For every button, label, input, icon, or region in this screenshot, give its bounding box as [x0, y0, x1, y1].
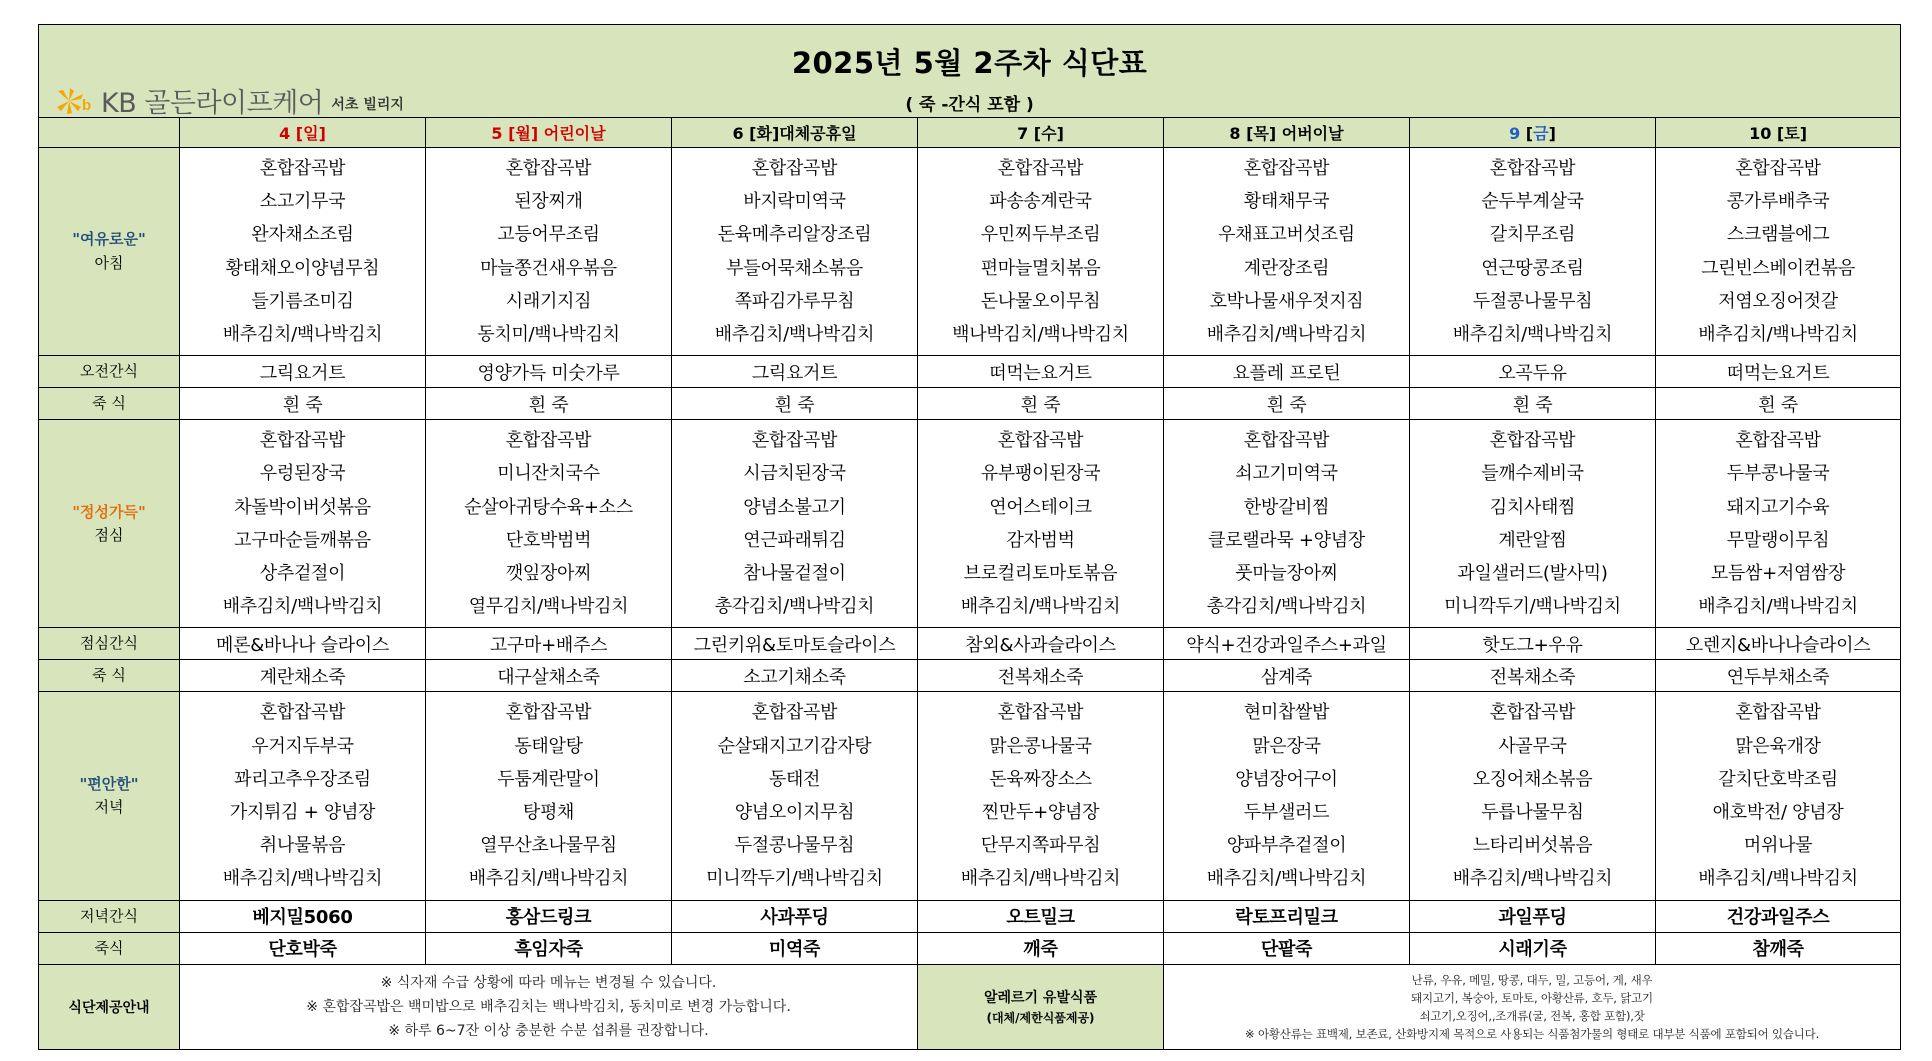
page-title: 2025년 5월 2주차 식단표	[791, 46, 1148, 80]
menu-item: 배추김치/백나박김치	[1206, 324, 1367, 346]
am-snack-cell: 떠먹는요거트	[918, 356, 1164, 388]
dinner-cell	[672, 692, 918, 900]
porridge-pm-row	[39, 660, 1901, 692]
menu-item: 두릅나물무침	[1481, 802, 1584, 824]
day-number: 7	[1017, 124, 1029, 143]
dinner-cell	[1164, 692, 1410, 900]
dinner-cell	[426, 692, 672, 900]
menu-item: 편마늘멸치볶음	[980, 257, 1101, 279]
lunch-snack-cell: 핫도그+우유	[1410, 628, 1656, 660]
day-extra: 어버이날	[1276, 124, 1344, 143]
lunch-label-quote: "정성가득"	[72, 502, 146, 521]
dinner-cell	[1656, 692, 1901, 900]
menu-item: 두절콩나물무침	[1472, 290, 1593, 312]
porridge-pm-cell: 전복채소죽	[1410, 660, 1656, 692]
allergy-subtitle: (대체/제한식품제공)	[986, 1011, 1095, 1026]
day-number: 8	[1229, 124, 1241, 143]
am-snack-cell: 떠먹는요거트	[1656, 356, 1901, 388]
menu-item: 들깨수제비국	[1481, 463, 1584, 485]
allergy-line: 돼지고기, 복숭아, 토마토, 아황산류, 호두, 닭고기	[1411, 990, 1653, 1005]
menu-item: 백나박김치/백나박김치	[952, 324, 1129, 346]
menu-item: 연근파래튀김	[743, 529, 846, 551]
porridge-pm-cell: 삼계죽	[1164, 660, 1410, 692]
menu-item: 순두부계살국	[1481, 191, 1584, 213]
porridge-am-label-text: 죽 식	[92, 394, 126, 413]
am-snack-cell: 영양가득 미숫가루	[426, 356, 672, 388]
menu-item: 혼합잡곡밥	[1735, 702, 1821, 724]
breakfast-label-quote: "여유로운"	[72, 230, 146, 249]
lunch-snack-cell: 오렌지&바나나슬라이스	[1656, 628, 1901, 660]
menu-item: 양파부추겉절이	[1226, 835, 1347, 857]
porridge-night-label-text: 죽식	[94, 938, 124, 957]
lunch-snack-cell: 그린키위&토마토슬라이스	[672, 628, 918, 660]
menu-item: 갈치무조림	[1489, 224, 1576, 246]
porridge-pm-cell: 연두부채소죽	[1656, 660, 1901, 692]
menu-item: 고등어무조림	[497, 224, 600, 246]
menu-item: 들기름조미김	[251, 290, 354, 312]
menu-item: 두절콩나물무침	[734, 835, 855, 857]
breakfast-cell	[918, 148, 1164, 356]
day-number: 10	[1749, 124, 1772, 143]
dinner-snack-cell: 사과푸딩	[672, 900, 918, 932]
am-snack-label-text: 오전간식	[80, 362, 138, 381]
menu-item: 가지튀김 + 양념장	[229, 802, 376, 824]
menu-item: 상추겉절이	[259, 563, 346, 585]
allergy-list	[1164, 964, 1901, 1049]
day-number: 6	[732, 124, 744, 143]
meal-plan-sheet	[38, 24, 1900, 1050]
meal-plan-table	[38, 24, 1901, 1050]
day-name: 목	[1253, 124, 1269, 143]
dinner-snack-label	[39, 900, 180, 932]
menu-item: 맑은콩나물국	[989, 735, 1092, 757]
menu-item: 혼합잡곡밥	[1489, 430, 1576, 452]
menu-item: 애호박전/ 양념장	[1712, 802, 1844, 824]
lunch-label	[39, 420, 180, 628]
lunch-cell	[180, 420, 426, 628]
notice-row	[39, 964, 1901, 1049]
kb-star-logo-icon	[55, 86, 99, 116]
porridge-night-cell: 참깨죽	[1656, 932, 1901, 964]
menu-item: 혼합잡곡밥	[505, 702, 592, 724]
day-bracket-close: ]	[530, 124, 539, 143]
menu-item: 소고기무국	[259, 191, 346, 213]
day-bracket-open: [	[1771, 124, 1785, 143]
day-number: 9	[1509, 124, 1521, 143]
menu-item: 혼합잡곡밥	[1735, 158, 1821, 179]
lunch-cell	[918, 420, 1164, 628]
lunch-snack-cell: 약식+건강과일주스+과일	[1164, 628, 1410, 660]
porridge-pm-label	[39, 660, 180, 692]
menu-item: 한방갈비찜	[1243, 496, 1330, 518]
menu-item: 열무김치/백나박김치	[468, 596, 629, 618]
day-header-7	[918, 118, 1164, 148]
day-bracket-close: ]	[1268, 124, 1277, 143]
menu-item: 파송송계란국	[989, 191, 1092, 213]
porridge-pm-cell: 대구살채소죽	[426, 660, 672, 692]
menu-item: 연근땅콩조림	[1481, 257, 1584, 279]
menu-item: 혼합잡곡밥	[259, 702, 346, 724]
breakfast-cell	[1164, 148, 1410, 356]
porridge-am-cell: 흰 죽	[1656, 388, 1901, 420]
porridge-night-cell: 미역죽	[672, 932, 918, 964]
menu-item: 혼합잡곡밥	[997, 158, 1084, 179]
menu-item: 혼합잡곡밥	[259, 430, 346, 452]
porridge-am-cell: 흰 죽	[426, 388, 672, 420]
lunch-snack-cell: 메론&바나나 슬라이스	[180, 628, 426, 660]
breakfast-cell	[672, 148, 918, 356]
dinner-snack-cell: 오트밀크	[918, 900, 1164, 932]
porridge-night-cell: 단호박죽	[180, 932, 426, 964]
porridge-pm-cell: 소고기채소죽	[672, 660, 918, 692]
menu-item: 양념오이지무침	[734, 802, 855, 824]
breakfast-label	[39, 148, 180, 356]
menu-item: 배추김치/백나박김치	[1698, 596, 1858, 618]
menu-item: 순살돼지고기감자탕	[717, 735, 872, 757]
menu-item: 그린빈스베이컨볶음	[1701, 257, 1855, 279]
brand-logo	[55, 81, 404, 120]
day-bracket-close: ]	[318, 124, 326, 143]
allergy-title: 알레르기 유발식품	[983, 990, 1098, 1007]
menu-item: 혼합잡곡밥	[1735, 430, 1821, 452]
menu-item: 시래기지짐	[505, 290, 592, 312]
day-bracket-close: ]	[1056, 124, 1064, 143]
breakfast-row	[39, 148, 1901, 356]
menu-item: 배추김치/백나박김치	[222, 868, 383, 890]
porridge-am-cell: 흰 죽	[672, 388, 918, 420]
dinner-snack-label-text: 저녁간식	[80, 906, 138, 925]
day-name: 수	[1041, 124, 1057, 143]
menu-item: 사골무국	[1498, 735, 1567, 757]
allergy-line: 난류, 우유, 메밀, 땅콩, 대두, 밀, 고등어, 게, 새우	[1411, 972, 1653, 987]
menu-item: 우거지두부국	[251, 735, 354, 757]
porridge-am-cell: 흰 죽	[1410, 388, 1656, 420]
menu-item: 배추김치/백나박김치	[1452, 868, 1613, 890]
menu-item: 배추김치/백나박김치	[222, 596, 383, 618]
menu-item: 배추김치/백나박김치	[1698, 868, 1858, 890]
menu-item: 찐만두+양념장	[981, 802, 1100, 824]
day-extra: 어린이날	[538, 124, 606, 143]
breakfast-cell	[180, 148, 426, 356]
menu-item: 머위나물	[1743, 835, 1813, 857]
porridge-am-row	[39, 388, 1901, 420]
dinner-snack-cell: 홍삼드링크	[426, 900, 672, 932]
menu-item: 과일샐러드(발사믹)	[1457, 563, 1608, 585]
menu-item: 열무산초나물무침	[480, 835, 617, 857]
notice-text	[180, 964, 918, 1049]
day-bracket-close: ]	[1799, 124, 1808, 143]
menu-item: 돈나물오이무침	[980, 290, 1101, 312]
menu-item: 오징어채소볶음	[1472, 768, 1593, 790]
menu-item: 혼합잡곡밥	[751, 702, 838, 724]
day-header-9	[1410, 118, 1656, 148]
menu-item: 풋마늘장아찌	[1235, 563, 1338, 585]
menu-item: 배추김치/백나박김치	[960, 596, 1121, 618]
menu-item: 갈치단호박조림	[1718, 768, 1838, 790]
menu-item: 황태채무국	[1243, 191, 1330, 213]
am-snack-cell: 요플레 프로틴	[1164, 356, 1410, 388]
menu-item: 바지락미역국	[743, 191, 846, 213]
porridge-am-cell: 흰 죽	[1164, 388, 1410, 420]
menu-item: 동태전	[768, 768, 821, 790]
menu-item: 깻잎장아찌	[505, 563, 592, 585]
corner-cell	[39, 118, 180, 148]
menu-item: 배추김치/백나박김치	[960, 868, 1121, 890]
lunch-label-text: 점심	[94, 525, 124, 544]
menu-item: 참나물겉절이	[743, 563, 846, 585]
menu-item: 배추김치/백나박김치	[1452, 324, 1613, 346]
menu-item: 맑은육개장	[1735, 735, 1821, 757]
dinner-label	[39, 692, 180, 900]
porridge-am-cell: 흰 죽	[918, 388, 1164, 420]
menu-item: 브로컬리토마토볶음	[963, 563, 1118, 585]
day-header-6	[672, 118, 918, 148]
menu-item: 배추김치/백나박김치	[222, 324, 383, 346]
menu-item: 양념장어구이	[1235, 768, 1338, 790]
dinner-label-quote: "편안한"	[79, 774, 139, 793]
menu-item: 차돌박이버섯볶음	[234, 496, 371, 518]
menu-item: 맑은장국	[1252, 735, 1321, 757]
menu-item: 쪽파김가루무침	[734, 290, 855, 312]
lunch-cell	[672, 420, 918, 628]
menu-item: 혼합잡곡밥	[259, 158, 346, 179]
porridge-pm-cell: 전복채소죽	[918, 660, 1164, 692]
porridge-am-cell: 흰 죽	[180, 388, 426, 420]
day-number: 4	[279, 124, 291, 143]
menu-item: 클로랠라묵 +양념장	[1208, 529, 1365, 551]
day-bracket-close: ]	[771, 124, 780, 143]
menu-item: 혼합잡곡밥	[505, 158, 592, 179]
day-name: 토	[1784, 124, 1800, 143]
menu-item: 느타리버섯볶음	[1472, 835, 1593, 857]
day-bracket-open: [	[502, 124, 516, 143]
am-snack-label	[39, 356, 180, 388]
menu-item: 우민찌두부조림	[980, 224, 1101, 246]
logo-subtext: 서초 빌리지	[331, 96, 404, 113]
menu-item: 꽈리고추우장조림	[234, 768, 371, 790]
day-bracket-open: [	[743, 124, 757, 143]
dinner-snack-cell: 베지밀5060	[180, 900, 426, 932]
menu-item: 감자범벅	[1006, 529, 1075, 551]
day-header-row	[39, 118, 1901, 148]
day-header-10	[1656, 118, 1901, 148]
day-header-5	[426, 118, 672, 148]
menu-item: 황태채오이양념무침	[225, 257, 380, 279]
porridge-night-cell: 깨죽	[918, 932, 1164, 964]
menu-item: 혼합잡곡밥	[1489, 158, 1576, 179]
menu-item: 양념소불고기	[743, 496, 846, 518]
lunch-snack-label	[39, 628, 180, 660]
title-cell	[39, 25, 1901, 118]
menu-item: 미니잔치국수	[497, 463, 600, 485]
menu-item: 혼합잡곡밥	[1489, 702, 1576, 724]
menu-item: 무말랭이무침	[1726, 529, 1830, 551]
dinner-cell	[180, 692, 426, 900]
menu-item: 혼합잡곡밥	[997, 430, 1084, 452]
lunch-snack-label-text: 점심간식	[80, 634, 138, 653]
menu-item: 유부팽이된장국	[980, 463, 1101, 485]
notice-line: ※ 혼합잡곡밥은 백미밥으로 배추김치는 백나박김치, 동치미로 변경 가능합니다.	[306, 998, 791, 1015]
porridge-pm-cell: 계란채소죽	[180, 660, 426, 692]
menu-item: 미니깍두기/백나박김치	[706, 868, 883, 890]
menu-item: 혼합잡곡밥	[751, 158, 838, 179]
menu-item: 시금치된장국	[743, 463, 846, 485]
am-snack-cell: 오곡두유	[1410, 356, 1656, 388]
menu-item: 혼합잡곡밥	[505, 430, 592, 452]
menu-item: 스크램블에그	[1726, 224, 1830, 246]
menu-item: 김치사태찜	[1489, 496, 1576, 518]
menu-item: 배추김치/백나박김치	[1206, 868, 1367, 890]
menu-item: 취나물볶음	[259, 835, 346, 857]
notice-line: ※ 하루 6~7잔 이상 충분한 수분 섭취를 권장합니다.	[388, 1022, 709, 1039]
menu-item: 마늘쫑건새우볶음	[480, 257, 617, 279]
menu-item: 돈육메추리알장조림	[717, 224, 872, 246]
lunch-cell	[1410, 420, 1656, 628]
lunch-snack-row	[39, 628, 1901, 660]
menu-item: 혼합잡곡밥	[751, 430, 838, 452]
menu-item: 미니깍두기/백나박김치	[1444, 596, 1621, 618]
allergy-line: ※ 아황산류는 표백제, 보존료, 산화방지제 목적으로 사용되는 식품첨가물의 형태로 대부분 식품에 포함되어 있습니다.	[1245, 1026, 1820, 1041]
day-name: 일	[303, 124, 319, 143]
am-snack-cell: 그릭요거트	[672, 356, 918, 388]
lunch-cell	[1164, 420, 1410, 628]
menu-item: 배추김치/백나박김치	[714, 324, 875, 346]
breakfast-cell	[426, 148, 672, 356]
menu-item: 된장찌개	[514, 191, 583, 213]
menu-item: 단무지쪽파무침	[980, 835, 1101, 857]
menu-item: 동태알탕	[514, 735, 583, 757]
day-bracket-open: [	[1240, 124, 1254, 143]
day-bracket-open: [	[1520, 124, 1534, 143]
porridge-night-label	[39, 932, 180, 964]
menu-item: 연어스테이크	[989, 496, 1092, 518]
allergy-label-cell	[918, 964, 1164, 1049]
porridge-night-row	[39, 932, 1901, 964]
dinner-snack-cell: 과일푸딩	[1410, 900, 1656, 932]
menu-item: 계란알찜	[1498, 529, 1567, 551]
page-subtitle: ( 죽 -간식 포함 )	[905, 95, 1034, 115]
menu-item: 혼합잡곡밥	[1243, 158, 1330, 179]
porridge-night-cell: 시래기죽	[1410, 932, 1656, 964]
day-name: 금	[1533, 124, 1549, 143]
breakfast-cell	[1656, 148, 1901, 356]
menu-item: 총각김치/백나박김치	[714, 596, 875, 618]
dinner-snack-row	[39, 900, 1901, 932]
day-number: 5	[491, 124, 503, 143]
menu-item: 우렁된장국	[259, 463, 346, 485]
porridge-am-label	[39, 388, 180, 420]
menu-item: 계란장조림	[1243, 257, 1330, 279]
menu-item: 돼지고기수육	[1726, 496, 1830, 518]
dinner-row	[39, 692, 1901, 900]
day-bracket-close: ]	[1548, 124, 1556, 143]
am-snack-row	[39, 356, 1901, 388]
day-bracket-open: [	[290, 124, 304, 143]
am-snack-cell: 그릭요거트	[180, 356, 426, 388]
dinner-snack-cell: 락토프리밀크	[1164, 900, 1410, 932]
day-extra: 대체공휴일	[779, 124, 857, 143]
menu-item: 단호박범벅	[505, 529, 592, 551]
menu-item: 두부샐러드	[1243, 802, 1330, 824]
menu-item: 탕평채	[522, 802, 575, 824]
menu-item: 두부콩나물국	[1726, 463, 1830, 485]
menu-item: 콩가루배추국	[1726, 191, 1830, 213]
menu-item: 순살아귀탕수육+소스	[464, 496, 633, 518]
menu-item: 두툼계란말이	[497, 768, 600, 790]
breakfast-cell	[1410, 148, 1656, 356]
svg-text:b: b	[82, 96, 92, 114]
dinner-cell	[918, 692, 1164, 900]
day-header-4	[180, 118, 426, 148]
menu-item: 혼합잡곡밥	[1243, 430, 1330, 452]
dinner-label-text: 저녁	[94, 798, 124, 817]
menu-item: 돈육짜장소스	[989, 768, 1092, 790]
allergy-line: 쇠고기,오징어,,조개류(굴, 전복, 홍합 포함),잣	[1419, 1008, 1645, 1023]
menu-item: 고구마순들깨볶음	[234, 529, 371, 551]
menu-item: 동치미/백나박김치	[477, 324, 620, 346]
lunch-snack-cell: 고구마+배주스	[426, 628, 672, 660]
menu-item: 저염오징어젓갈	[1718, 290, 1838, 312]
day-name: 화	[756, 124, 772, 143]
dinner-snack-cell: 건강과일주스	[1656, 900, 1901, 932]
lunch-cell	[1656, 420, 1901, 628]
day-bracket-open: [	[1028, 124, 1042, 143]
menu-item: 호박나물새우젓지짐	[1209, 290, 1364, 312]
porridge-night-cell: 단팥죽	[1164, 932, 1410, 964]
menu-item: 배추김치/백나박김치	[1698, 324, 1858, 346]
dinner-cell	[1410, 692, 1656, 900]
menu-item: 현미찹쌀밥	[1243, 702, 1330, 724]
menu-item: 쇠고기미역국	[1235, 463, 1338, 485]
menu-item: 총각김치/백나박김치	[1206, 596, 1367, 618]
breakfast-label-text: 아침	[94, 253, 124, 272]
menu-item: 혼합잡곡밥	[997, 702, 1084, 724]
notice-label: 식단제공안내	[39, 964, 180, 1049]
menu-item: 모듬쌈+저염쌈장	[1710, 563, 1846, 585]
menu-item: 배추김치/백나박김치	[468, 868, 629, 890]
lunch-row	[39, 420, 1901, 628]
lunch-snack-cell: 참외&사과슬라이스	[918, 628, 1164, 660]
porridge-pm-label-text: 죽 식	[92, 666, 126, 685]
lunch-cell	[426, 420, 672, 628]
menu-item: 완자채소조림	[251, 224, 354, 246]
porridge-night-cell: 흑임자죽	[426, 932, 672, 964]
day-header-8	[1164, 118, 1410, 148]
notice-line: ※ 식자재 수급 상황에 따라 메뉴는 변경될 수 있습니다.	[380, 974, 717, 991]
menu-item: 부들어묵채소볶음	[726, 257, 863, 279]
menu-item: 우채표고버섯조림	[1218, 224, 1355, 246]
logo-text: KB 골든라이프케어	[101, 88, 324, 119]
day-name: 월	[515, 124, 531, 143]
